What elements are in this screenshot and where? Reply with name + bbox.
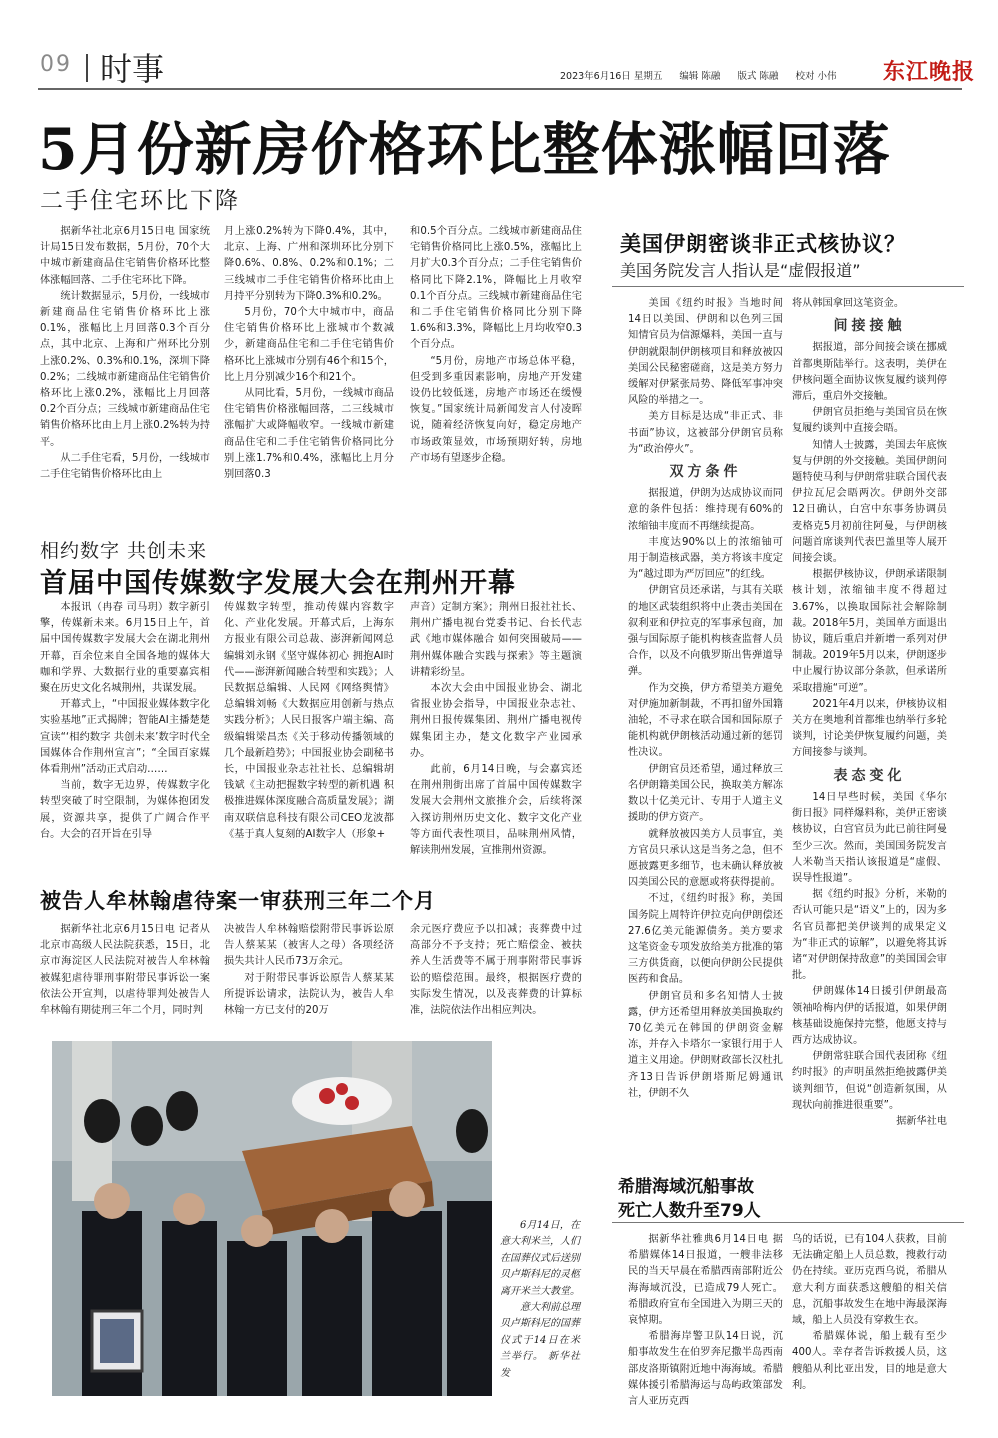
paragraph: 从二手住宅看，5月份，一线城市二手住宅销售价格环比由上 [40, 452, 210, 481]
media-story-headline: 首届中国传媒数字发展大会在荆州开幕 [40, 568, 516, 599]
greece-column-2 [792, 1232, 947, 1394]
paragraph: 和0.5个百分点。二线城市新建商品住宅销售价格同比上涨0.5%，涨幅比上月扩大0.3个百分点；二手住宅销售价格同比下降2.1%，降幅比上月收窄0.1个百分点。三线城市新建商品住宅和二手住宅销售价格同比分别下降1.6%和3.3%，降幅比上月均收窄0.3个百分点。 [410, 226, 582, 351]
paragraph: 伊朗官员和多名知情人士披露，伊方还希望用释放美国换取约70亿美元在韩国的伊朗资金解冻，并存入卡塔尔一家银行用于人道主义用途。伊朗财政部长汉杜扎齐13日告诉伊朗塔斯尼姆通讯社，伊朗不久 [628, 990, 783, 1099]
lead-column-3 [410, 224, 582, 467]
court-story-headline: 被告人牟林翰虐待案一审获刑三年二个月 [40, 888, 436, 913]
issue-date: 2023年6月16日 星期五 [560, 71, 663, 82]
paragraph: 此前，6月14日晚，与会嘉宾还在荆州荆街出席了首届中国传媒数字发展大会荆州文旅推介会，后续将深入探访荆州历史文化、数字文化产业等方面代表性项目，品味荆州风情，解读荆州发展，宣推荆州资源。 [410, 764, 582, 857]
lead-headline: 5月份新房价格环比整体涨幅回落 [38, 116, 891, 183]
paragraph: 希腊海岸警卫队14日说，沉船事故发生在伯罗奔尼撒半岛西南部皮洛斯镇附近地中海海域。希腊媒体援引希腊海运与岛屿政策部发言人亚历克西 [628, 1331, 783, 1408]
iran-title-rule [612, 286, 964, 287]
paragraph: “5月份，房地产市场总体平稳，但受到多重因素影响，房地产开发建设仍比较低迷，房地产市场还在缓慢恢复。”国家统计局新闻发言人付凌晖说，随着经济恢复向好，稳定房地产市场政策显效，市场预期好转，房地产市场有望逐步企稳。 [410, 355, 582, 464]
subsection-heading-conditions: 双方条件 [669, 464, 742, 481]
proof-credit: 校对 小伟 [795, 71, 837, 82]
paragraph: 据报道，部分间接会谈在挪威首都奥斯陆举行。这表明，美伊在伊核问题全面协议恢复履约谈判停滞后，重启外交接触。 [792, 342, 947, 403]
court-column-3 [410, 922, 582, 1019]
paragraph: 伊朗媒体14日援引伊朗最高领袖哈梅内伊的话报道，如果伊朗核基础设施保持完整，他愿支持与西方达成协议。 [792, 986, 947, 1046]
greece-story-subheadline: 死亡人数升至79人 [618, 1201, 761, 1221]
court-column-2 [224, 922, 394, 1019]
paragraph: 据新华社北京6月15日电 记者从北京市高级人民法院获悉，15日，北京市海淀区人民法院对被告人牟林翰被媒犯虐待罪刑事附带民事诉讼一案依法公开宣判，以虐待罪判处被告人牟林翰有期徒刑三年二个月，同时判 [40, 924, 210, 1017]
greece-column-1 [628, 1232, 783, 1410]
iran-story-subheadline: 美国务院发言人指认是“虚假报道” [620, 261, 861, 280]
iran-column-1 [628, 296, 783, 1102]
paragraph: 决被告人牟林翰赔偿附带民事诉讼原告人蔡某某（被害人之母）各项经济损失共计人民币73万余元。 [224, 924, 394, 968]
media-column-1 [40, 600, 210, 843]
iran-story-headline: 美国伊朗密谈非正式核协议？ [620, 231, 906, 256]
subsection-heading-stance: 表态变化 [833, 767, 906, 784]
paragraph: 美国《纽约时报》当地时间14日以美国、伊朗和以色列三国知情官员为信源爆料，美国一直与伊朗就限制伊朗核项目和释放被囚美国公民秘密磋商，这是美方努力缓解对伊紧张局势、降低军事冲突风险的举措之一。 [628, 298, 783, 407]
paragraph: 对于附带民事诉讼原告人蔡某某所提诉讼请求，法院认为，被告人牟林翰一方已支付的20万 [224, 972, 394, 1017]
paragraph: 据新华社雅典6月14日电 据希腊媒体14日报道，一艘非法移民的当天早晨在希腊西南部附近公海海域沉没，已造成79人死亡。希腊政府宣布全国进入为期三天的哀悼期。 [628, 1234, 783, 1327]
paragraph: 据报道，伊朗为达成协议而同意的条件包括：维持现有60%的浓缩铀丰度而不再继续提高。 [628, 488, 783, 532]
paragraph: 就释放被囚美方人员事宜，美方官员只承认这是当务之急，但不愿披露更多细节，也未确认释放被囚美国公民的意愿或将获得提前。 [628, 828, 783, 889]
paragraph: 伊朗官员还承诺，与其有关联的地区武装组织将中止袭击美国在叙利亚和伊拉克的军事承包商，加强与国际原子能机构核查监督人员合作，以及不向俄罗斯出售弹道导弹。 [628, 585, 783, 678]
paragraph: 乌的话说，已有104人获救，目前无法确定船上人员总数，搜救行动仍在持续。亚历克西乌说，希腊从意大利方面获悉这艘船的相关信息，沉船事故发生在地中海最深海域，船上人员没有穿救生衣。 [792, 1234, 947, 1327]
header-divider [86, 54, 88, 82]
paragraph: 当前，数字无边界，传媒数字化转型突破了时空限制，为媒体抱团发展，资源共享，提供了广阔合作平台。大会的召开旨在引导 [40, 780, 210, 840]
paragraph: 作为交换，伊方希望美方避免对伊施加新制裁，不再扣留外国籍油轮，不寻求在联合国和国际原子能机构就伊朗核活动通过新的惩罚性决议。 [628, 682, 783, 759]
lead-column-2 [224, 224, 394, 483]
header-meta [560, 68, 851, 82]
paragraph: 丰度达90%以上的浓缩铀可用于制造核武器，美方将该丰度定为“越过即为严厉回应”的红线。 [628, 536, 783, 581]
paragraph: 根据伊核协议，伊朗承诺限制核计划，浓缩铀丰度不得超过3.67%，以换取国际社会解除制裁。2018年5月，美国单方面退出协议，随后重启并新增一系列对伊制裁。2019年5月以来，伊朗逐步中止履行协议部分条款，但承诺所采取措施“可逆”。 [792, 569, 947, 694]
paragraph: 伊朗官员拒绝与美国官员在恢复履约谈判中直接会晤。 [792, 407, 947, 435]
section-title: 时事 [100, 50, 165, 88]
photo-caption [500, 1218, 580, 1382]
paragraph: 从同比看，5月份，一线城市商品住宅销售价格涨幅回落，二三线城市涨幅扩大或降幅收窄。一线城市新建商品住宅和二手住宅销售价格同比分别上涨1.7%和0.4%，涨幅比上月分别回落0.3 [224, 388, 394, 481]
page-number: 09 [40, 52, 72, 77]
paragraph: 将从韩国拿回这笔资金。 [792, 298, 905, 309]
paragraph: 5月份，70个大中城市中，商品住宅销售价格环比上涨城市个数减少，新建商品住宅和二手住宅销售价格环比上涨城市分别有46个和15个，比上月分别减少16个和21个。 [224, 307, 394, 383]
source-credit: 据新华社电 [896, 1115, 947, 1127]
media-story-kicker: 相约数字 共创未来 [40, 540, 208, 562]
court-column-1 [40, 922, 210, 1019]
paragraph: 据新华社北京6月15日电 国家统计局15日发布数据，5月份，70个大中城市新建商品住宅销售价格环比整体涨幅回落、二手住宅环比下降。 [40, 226, 210, 286]
media-column-2 [224, 600, 394, 843]
paragraph: 声音）定制方案》；荆州日报社社长、荆州广播电视台党委书记、台长代志武《地市媒体融合 如何突围破局——荆州媒体融合实践与探索》等主题演讲精彩纷呈。 [410, 602, 582, 678]
paragraph: 伊朗常驻联合国代表团称《纽约时报》的声明虽然拒绝披露伊美谈判细节，但说“创造新氛围，从现状向前推进很重要”。 [792, 1051, 947, 1111]
newspaper-logo: 东江晚报 [883, 59, 976, 85]
lead-subheadline: 二手住宅环比下降 [40, 188, 240, 214]
caption-paragraph: 意大利前总理贝卢斯科尼的国葬仪式于14日在米兰举行。 新华社发 [500, 1302, 580, 1379]
greece-story-headline: 希腊海域沉船事故 [618, 1177, 754, 1197]
paragraph: 传媒数字转型，推动传媒内容数字化、产业化发展。开幕式后，上海东方报业有限公司总裁、澎湃新闻网总编辑刘永钢《坚守媒体初心 拥抱AI时代——澎湃新闻融合转型和实践》；人民数据总编辑、人民网《网络舆情》总编辑刘畅《大数据应用创新与热点实践分析》；人民日报客户端主编、高级编辑梁昌杰《关于移动传播领域的几个最新趋势》；中国报业协会副秘书长，中国报业杂志社社长、总编辑胡钱斌《主动把握数字转型的新机遇 积极推进媒体深度融合高质量发展》；湖南双联信息科技有限公司CEO龙波都《基于真人复刻的AI数字人（形象+ [224, 602, 394, 840]
iran-column-2 [792, 296, 947, 1130]
paragraph: 本次大会由中国报业协会、湖北省报业协会指导，中国报业杂志社、荆州日报传媒集团、荆州广播电视传媒集团主办，楚文化数字产业园承办。 [410, 683, 582, 759]
paragraph: 不过，《纽约时报》称，美国国务院上周特许伊拉克向伊朗偿还27.6亿美元能源债务。美方要求这笔资金专项发放给美方批准的第三方供货商，以便向伊朗公民提供医药和食品。 [628, 893, 783, 986]
paragraph: 本报讯（冉春 司马玥）数字新引擎，传媒新未来。6月15日上午，首届中国传媒数字发展大会在湖北荆州开幕，百余位来自全国各地的媒体大咖和学界、大数据行业的重要嘉宾相聚在历史文化名城荆州，共谋发展。 [40, 602, 210, 695]
subsection-heading-indirect: 间接接触 [833, 318, 906, 335]
caption-paragraph: 6月14日，在意大利米兰，人们在国葬仪式后送别贝卢斯科尼的灵柩离开米兰大教堂。 [500, 1220, 580, 1297]
header-rule [38, 88, 962, 90]
layout-credit: 版式 陈融 [737, 71, 779, 82]
paragraph: 知情人士披露，美国去年底恢复与伊朗的外交接触。美国伊朗问题特使马利与伊朗常驻联合国代表伊拉瓦尼会晤两次。伊朗外交部12日确认，白宫中东事务协调员麦格克5月初前往阿曼，与伊朗核问题首席谈判代表巴盖里等人展开间接会谈。 [792, 439, 947, 565]
paragraph: 2021年4月以来，伊核协议相关方在奥地利首都维也纳举行多轮谈判，讨论美伊恢复履约问题，美方间接参与谈判。 [792, 698, 947, 759]
paragraph: 月上涨0.2%转为下降0.4%，其中，北京、上海、广州和深圳环比分别下降0.6%、0.8%、0.2%和0.1%；二三线城市二手住宅销售价格环比由上月持平分别转为下降0.3%和0.2%。 [224, 226, 394, 302]
paragraph: 伊朗官员还希望，通过释放三名伊朗籍美国公民，换取美方解冻数以十亿美元计、专用于人道主义援助的伊方资产。 [628, 763, 783, 824]
paragraph: 统计数据显示，5月份，一线城市新建商品住宅销售价格环比上涨0.1%，涨幅比上月回落0.3个百分点，其中北京、上海和广州环比分别上涨0.2%、0.3%和0.1%，深圳下降0.2%；二线城市新建商品住宅销售价格环比上涨0.2%，涨幅比上月回落0.2个百分点；三线城市新建商品住宅销售价格环比由上月上涨0.2%转为持平。 [40, 290, 210, 448]
paragraph: 美方目标是达成“非正式、非书面”协议，这被部分伊朗官员称为“政治停火”。 [628, 411, 783, 455]
paragraph: 余元医疗费应予以扣减；丧葬费中过高部分不予支持；死亡赔偿金、被扶养人生活费等不属于刑事附带民事诉讼的赔偿范围。最终，根据医疗费的实际发生情况，以及丧葬费的计算标准，法院依法作出相应判决。 [410, 924, 582, 1017]
paragraph: 14日早些时候，美国《华尔街日报》同样爆料称，美伊正密谈核协议，白宫官员为此已前往阿曼至少三次。然而，美国国务院发言人米勒当天指认该报道是“虚假、误导性报道”。 [792, 791, 947, 884]
paragraph: 希腊媒体说，船上载有至少400人。幸存者告诉救援人员，这艘船从利比亚出发，目的地是意大利。 [792, 1331, 947, 1391]
greece-title-rule [612, 1222, 964, 1223]
paragraph: 开幕式上，“中国报业媒体数字化实验基地”正式揭牌；智能AI主播楚楚宣读“‘相约数字 共创未来’数字时代全国媒体合作荆州宣言”；“全国百家媒体看荆州”活动正式启动…… [40, 699, 210, 776]
lead-column-1 [40, 224, 210, 483]
media-column-3 [410, 600, 582, 859]
editor-credit: 编辑 陈融 [679, 71, 721, 82]
paragraph: 据《纽约时报》分析，米勒的否认可能只是“语义”上的，因为多名官员都把美伊谈判的成果定义为“非正式的谅解”，以避免将其诉诸“对伊朗保持敌意”的美国国会审批。 [792, 889, 947, 982]
news-photo-funeral [52, 1041, 492, 1396]
